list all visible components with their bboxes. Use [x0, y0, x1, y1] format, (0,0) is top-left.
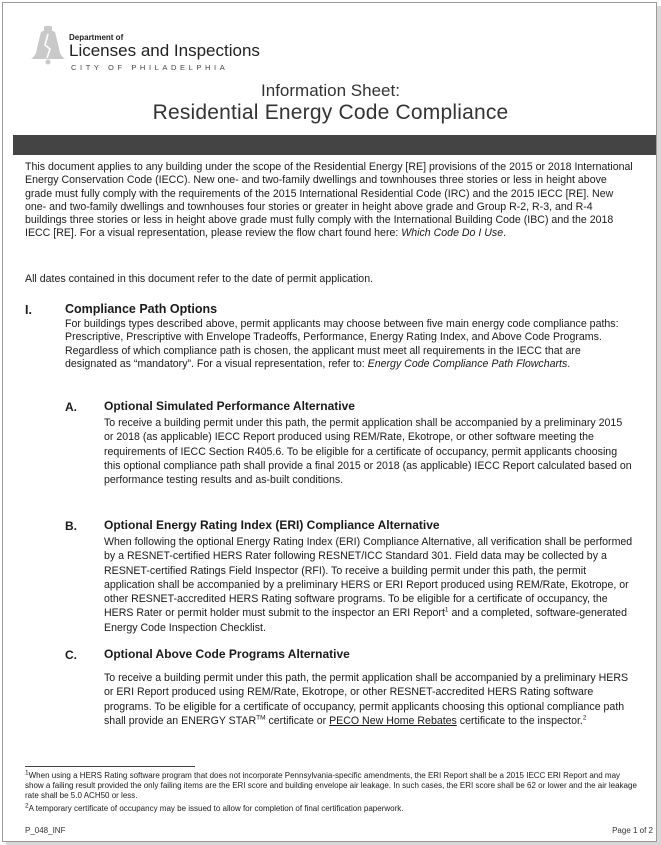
- footnote-divider: [25, 766, 195, 767]
- intro-paragraph: [25, 161, 635, 241]
- footnote-1-text: When using a HERS Rating software program that does not incorporate Pennsylvania-specific amendments, the ERI Report shall be a 2015 IECC ERI Report and may show a failing result provided the only failing items are the ERI score and building envelope air leakage. In such cases, the ERI score shall be 62 or lower and the air leakage rate shall be 5.0 ACH50 or less.: [25, 771, 637, 800]
- footnote-2-text: A temporary certificate of occupancy may be issued to allow for completion of final certification paperwork.: [28, 804, 404, 813]
- footnote-2-marker: 2: [582, 714, 587, 722]
- subsection-c-mid: certificate or: [265, 714, 330, 727]
- department-name: Licenses and Inspections: [69, 41, 260, 60]
- section-1-paragraph: [65, 318, 635, 371]
- city-label: CITY OF PHILADELPHIA: [71, 63, 229, 72]
- peco-rebates-link[interactable]: PECO New Home Rebates: [329, 714, 457, 727]
- footnote-1-marker: 1: [444, 606, 449, 614]
- which-code-reference: Which Code Do I Use: [401, 227, 504, 240]
- trademark-mark: TM: [256, 714, 266, 722]
- intro-text: This document applies to any building under the scope of the Residential Energy [RE] provisions of the 2015 or 2018 International Energy Conservation Code (IECC). New one- and two-family dwellings and townhouses three stories or less in height above grade must fully comply with the requirements of the 2015 International Residential Code (IRC) and the 2015 IECC [RE]. New one- and two-family dwellings and townhouses four stories or greater in height above grade and Group R-2, R-3, and R-4 buildings three stories or less in height above grade must fully comply with the International Building Code (IBC) and the 2018 IECC [RE]. For a visual representation, please review the flow chart found here:: [25, 161, 633, 240]
- subsection-c-text: To receive a building permit under this path, the permit application shall be accompanied by a preliminary HERS or ERI Report produced using REM/Rate, Ekotrope, or other RESNET-accredited HERS Rating software programs. To be eligible for a certificate of occupancy, permit applicants choosing this optional compliance path shall provide an ENERGY STAR: [104, 672, 629, 727]
- form-id: P_048_INF: [25, 826, 66, 835]
- liberty-bell-icon: [29, 25, 67, 65]
- footnote-2: [25, 804, 637, 814]
- subsection-b-heading: Optional Energy Rating Index (ERI) Compliance Alternative: [104, 518, 440, 532]
- footnote-1: [25, 771, 637, 801]
- intro-end: .: [503, 227, 507, 240]
- subsection-c-end: certificate to the inspector.: [456, 714, 583, 727]
- section-1-heading: Compliance Path Options: [65, 302, 218, 316]
- section-1-end: .: [567, 357, 571, 370]
- subsection-b-end: and a completed, software-generated Energy Code Inspection Checklist.: [104, 607, 627, 634]
- document-page: [2, 2, 657, 842]
- flowcharts-reference: Energy Code Compliance Path Flowcharts: [367, 357, 568, 370]
- subsection-b-paragraph: [104, 535, 634, 635]
- subsection-a-number: A.: [65, 400, 77, 414]
- footnote-1-number: 1: [25, 769, 29, 777]
- section-1-number: I.: [25, 303, 32, 317]
- section-1-text: For buildings types described above, permit applicants may choose between five main energy code compliance paths: Prescriptive, Prescriptive with Envelope Tradeoffs, Performance, Energy Rating Index, and Above Code Programs. Regardless of which compliance path is chosen, the applicant must meet all requirements in the IECC that are designated as “mandatory”. For a visual representation, refer to:: [65, 318, 619, 370]
- page-shadow-right: [657, 6, 661, 845]
- subsection-b-text: When following the optional Energy Rating Index (ERI) Compliance Alternative, all verification shall be performed by a RESNET-certified HERS Rater following RESNET/ICC Standard 301. Field data may be collected by a RESNET-certified Ratings Field Inspector (RFI). To receive a building permit under this path, the permit application shall be accompanied by a preliminary HERS or ERI Report produced using REM/Rate, Ekotrope, or other RESNET-accredited HERS Rating software programs. To be eligible for a certificate of occupancy, the HERS Rater or permit holder must submit to the inspector an ERI Report: [104, 536, 633, 620]
- subsection-c-paragraph: [104, 671, 634, 728]
- title-divider-band: [13, 135, 656, 155]
- subsection-c-heading: Optional Above Code Programs Alternative: [104, 647, 350, 661]
- department-of-label: Department of: [69, 33, 124, 42]
- subsection-a-heading: Optional Simulated Performance Alternative: [104, 399, 355, 413]
- dates-note: All dates contained in this document refer to the date of permit application.: [25, 273, 374, 285]
- subsection-b-number: B.: [65, 519, 77, 533]
- info-sheet-label: Information Sheet:: [261, 81, 400, 100]
- subsection-c-number: C.: [65, 648, 77, 662]
- page-title: Residential Energy Code Compliance: [152, 101, 509, 124]
- footnote-2-number: 2: [25, 802, 29, 810]
- subsection-a-paragraph: To receive a building permit under this path, the permit application shall be accompanied by a preliminary 2015 or 2018 (as applicable) IECC Report produced using REM/Rate, Ekotrope, or other software meeting the requirements of IECC Section R405.6. To be eligible for a certificate of occupancy, permit applicants choosing this optional compliance path shall provide a final 2015 or 2018 (as applicable) IECC Report calculated based on performance testing results and as-built conditions.: [104, 417, 632, 487]
- page-number: Page 1 of 2: [612, 826, 653, 835]
